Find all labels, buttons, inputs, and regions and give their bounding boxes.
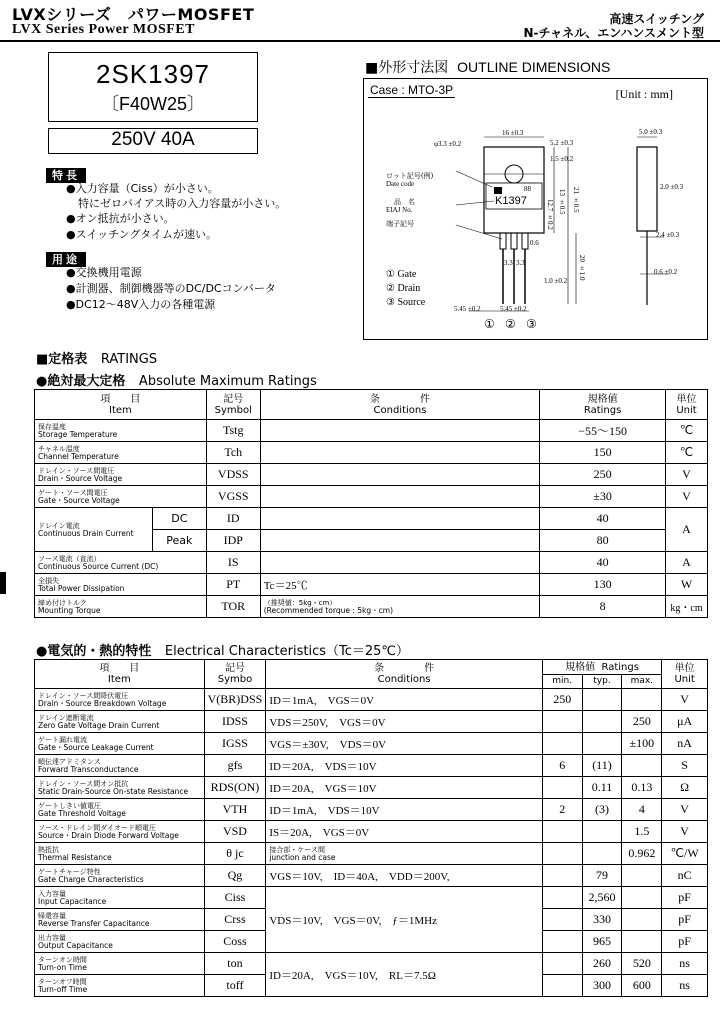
table-row — [35, 486, 708, 508]
outline-title-en: OUTLINE DIMENSIONS — [457, 59, 611, 75]
header-unit: 単位 Unit — [662, 660, 708, 689]
abs-max-header-row — [35, 390, 708, 420]
ratings-title-jp: ■定格表 — [36, 352, 88, 367]
outline-title-jp: ■外形寸法図 — [365, 60, 449, 76]
table-row — [35, 552, 708, 574]
table-row — [35, 843, 708, 865]
pin-number-1: ① — [484, 317, 495, 331]
pin-number-2: ② — [505, 317, 516, 331]
dim-lead-width: 1.0 ±0.2 — [544, 277, 568, 285]
condition-cell — [260, 552, 539, 574]
typ-cell: 0.11 — [582, 777, 622, 799]
electrical-header-row — [35, 660, 708, 675]
symbol-cell: VTH — [204, 799, 266, 821]
item-cell: ドレイン・ソース間電圧 Drain・Source Voltage — [35, 464, 207, 486]
max-cell: 520 — [622, 953, 662, 975]
value-cell: 80 — [540, 530, 666, 552]
typ-cell — [582, 733, 622, 755]
item-cell: ゲートチャージ特性 Gate Charge Characteristics — [35, 865, 205, 887]
dim-hole: φ3.3 ±0.2 — [434, 140, 462, 148]
feature-item: 特にゼロバイアス時の入力容量が小さい。 — [78, 197, 287, 210]
case-label: Case : MTO-3P — [370, 83, 454, 97]
item-cell: 保存温度 Storage Temperature — [35, 420, 207, 442]
value-cell: ±30 — [540, 486, 666, 508]
table-row — [35, 689, 708, 711]
min-cell — [542, 733, 582, 755]
symbol-cell: ID — [206, 508, 260, 530]
table-row — [35, 953, 708, 975]
dim-lead-len: 20 ±1.0 — [578, 255, 586, 281]
condition-cell: IS＝20A, VGS＝0V — [266, 821, 543, 843]
pin-symbol-label: 端子記号 — [386, 220, 414, 228]
table-row — [35, 574, 708, 596]
dim-pin-spacing-b: 5.45 ±0.2 — [500, 305, 527, 313]
dim-pitch-b: 3.3 — [516, 259, 525, 267]
header-max: max. — [622, 675, 662, 689]
condition-cell — [260, 508, 539, 530]
side-view-body — [637, 147, 657, 231]
outline-title — [365, 57, 610, 77]
min-cell — [542, 953, 582, 975]
dc-label: DC — [152, 508, 206, 530]
symbol-cell: RDS(ON) — [204, 777, 266, 799]
package-marking: K1397 — [495, 195, 527, 207]
lot-example: 88 — [524, 185, 531, 193]
page-side-mark — [0, 572, 6, 594]
dim-pitch-a: 3.3 — [504, 259, 513, 267]
lot-symbol-label: ロット記号(例) — [386, 172, 434, 180]
dim-body: 13 ±0.5 — [558, 189, 566, 215]
part-code: 〔F40W25〕 — [100, 94, 206, 114]
max-cell — [622, 689, 662, 711]
typ-cell: 2,560 — [582, 887, 622, 909]
condition-cell: ID＝1mA, VGS＝0V — [266, 689, 543, 711]
symbol-cell: VDSS — [206, 464, 260, 486]
typ-cell — [582, 821, 622, 843]
application-item: ●計測器、制御機器等のDC/DCコンバータ — [66, 282, 276, 295]
application-item: ●交換機用電源 — [66, 266, 142, 279]
unit-cell: V — [666, 486, 708, 508]
max-cell — [622, 887, 662, 909]
condition-cell: ID＝20A, VDS＝10V — [266, 755, 543, 777]
dim-lead: 0.6 — [530, 239, 539, 247]
item-cell: ソース・ドレイン間ダイオード順電圧 Source・Drain Diode Forward Voltage — [35, 821, 205, 843]
lead-2-shoulder — [511, 233, 517, 249]
typ-cell: 260 — [582, 953, 622, 975]
abs-max-table — [34, 389, 708, 618]
lead-1-shoulder — [500, 233, 506, 249]
symbol-cell: VGSS — [206, 486, 260, 508]
header-conditions: 条 件 Conditions — [260, 390, 539, 420]
dim-total: 21 ±0.5 — [572, 187, 580, 213]
pin-legend-gate: ① Gate — [386, 269, 417, 280]
eiaj-label: EIAJ No. — [386, 206, 413, 214]
dim-top: 5.2 ±0.3 — [550, 139, 574, 147]
item-cell: ターンオン時間 Turn-on Time — [35, 953, 205, 975]
max-cell — [622, 931, 662, 953]
unit-cell: V — [662, 799, 708, 821]
symbol-cell: toff — [204, 975, 266, 997]
unit-cell: ns — [662, 975, 708, 997]
max-cell — [622, 755, 662, 777]
max-cell: 1.5 — [622, 821, 662, 843]
typ-cell: 330 — [582, 909, 622, 931]
symbol-cell: V(BR)DSS — [204, 689, 266, 711]
min-cell — [542, 909, 582, 931]
dim-pin-spacing-a: 5.45 ±0.2 — [454, 305, 481, 313]
unit-cell: A — [666, 552, 708, 574]
item-cell: チャネル温度 Channel Temperature — [35, 442, 207, 464]
unit-cell: V — [662, 821, 708, 843]
peak-label: Peak — [152, 530, 206, 552]
min-cell — [542, 931, 582, 953]
part-box — [48, 52, 258, 122]
package-body — [484, 147, 544, 233]
applications-tag: 用途 — [46, 252, 86, 267]
pin-number-3: ③ — [526, 317, 537, 331]
table-row — [35, 733, 708, 755]
item-cell: ソース電流（直流） Continuous Source Current (DC) — [35, 552, 207, 574]
unit-cell: ℃/W — [662, 843, 708, 865]
pin-legend-source: ③ Source — [386, 297, 426, 308]
series-title-jp: LVXシリーズ パワーMOSFET — [12, 5, 255, 24]
item-cell: ゲートしきい値電圧 Gate Threshold Voltage — [35, 799, 205, 821]
condition-cell: Tc＝25℃ — [260, 574, 539, 596]
symbol-cell: IS — [206, 552, 260, 574]
unit-cell: V — [666, 464, 708, 486]
condition-cell: （推奨値：5kg・cm） (Recommended torque : 5kg・cm) — [260, 596, 539, 618]
item-cell: ドレイン・ソース間オン抵抗 Static Drain-Source On-state Resistance — [35, 777, 205, 799]
unit-cell: μA — [662, 711, 708, 733]
dim-lead-thick: 0.6 ±0.2 — [654, 268, 678, 276]
item-cell: 順伝達アドミタンス Forward Transconductance — [35, 755, 205, 777]
condition-cell: VGS＝±30V, VDS＝0V — [266, 733, 543, 755]
max-cell: 250 — [622, 711, 662, 733]
series-title-en: LVX Series Power MOSFET — [12, 22, 195, 37]
condition-cell: VGS＝10V, ID＝40A, VDD＝200V, — [266, 865, 543, 887]
item-cell: ドレイン遮断電流 Zero Gate Voltage Drain Current — [35, 711, 205, 733]
max-cell — [622, 909, 662, 931]
value-cell: 8 — [540, 596, 666, 618]
typ-cell: 965 — [582, 931, 622, 953]
header-ratings: 規格値 Ratings — [542, 660, 661, 675]
date-code-label: Date code — [386, 180, 415, 188]
abs-max-title-en: Absolute Maximum Ratings — [138, 374, 317, 389]
header-min: min. — [542, 675, 582, 689]
max-cell: 4 — [622, 799, 662, 821]
table-row — [35, 865, 708, 887]
min-cell: 2 — [542, 799, 582, 821]
header-typ: typ. — [582, 675, 622, 689]
item-cell: 帰還容量 Reverse Transfer Capacitance — [35, 909, 205, 931]
max-cell: ±100 — [622, 733, 662, 755]
part-name: 2SK1397 — [96, 59, 210, 89]
part-rating: 250V 40A — [48, 128, 258, 154]
typ-cell — [582, 689, 622, 711]
abs-max-title — [36, 370, 317, 389]
min-cell — [542, 821, 582, 843]
unit-cell: Ω — [662, 777, 708, 799]
header-ratings: 規格値 Ratings — [540, 390, 666, 420]
typ-cell — [582, 843, 622, 865]
dim-thickness: 5.0 ±0.3 — [639, 128, 663, 136]
max-cell: 600 — [622, 975, 662, 997]
table-row — [35, 442, 708, 464]
unit-cell: A — [666, 508, 708, 552]
symbol-cell: Tch — [206, 442, 260, 464]
min-cell — [542, 887, 582, 909]
max-cell — [622, 865, 662, 887]
outline-drawing-box — [363, 78, 708, 340]
table-row — [35, 508, 708, 530]
unit-label: [Unit : mm] — [615, 87, 673, 101]
value-cell: 40 — [540, 552, 666, 574]
symbol-cell: gfs — [204, 755, 266, 777]
header-item: 項 目 Item — [35, 390, 207, 420]
symbol-cell: Coss — [204, 931, 266, 953]
item-cell: ゲート・ソース間電圧 Gate・Source Voltage — [35, 486, 207, 508]
item-cell: 全損失 Total Power Dissipation — [35, 574, 207, 596]
max-cell: 0.13 — [622, 777, 662, 799]
condition-cell — [260, 486, 539, 508]
type-label-1: 高速スイッチング — [609, 12, 704, 26]
header-item: 項 目 Item — [35, 660, 205, 689]
dim-tab: 1.5 ±0.2 — [550, 155, 574, 163]
condition-cell: VDS＝10V, VGS＝0V, ƒ＝1MHz — [266, 887, 543, 953]
condition-cell — [260, 420, 539, 442]
min-cell — [542, 777, 582, 799]
max-cell: 0.962 — [622, 843, 662, 865]
type-label-2: N-チャネル、エンハンスメント型 — [523, 26, 704, 40]
typ-cell — [582, 711, 622, 733]
value-cell: 130 — [540, 574, 666, 596]
condition-cell: ID＝1mA, VDS＝10V — [266, 799, 543, 821]
electrical-title — [36, 640, 409, 659]
value-cell: 40 — [540, 508, 666, 530]
table-row — [35, 799, 708, 821]
min-cell — [542, 843, 582, 865]
unit-cell: S — [662, 755, 708, 777]
feature-item: ●入力容量（Ciss）が小さい。 — [66, 182, 219, 195]
table-row — [35, 777, 708, 799]
symbol-cell: θ jc — [204, 843, 266, 865]
typ-cell: (11) — [582, 755, 622, 777]
abs-max-title-jp: ●絶対最大定格 — [36, 374, 126, 389]
header-symbol: 記号 Symbol — [206, 390, 260, 420]
value-cell: −55〜150 — [540, 420, 666, 442]
header-rule — [0, 40, 720, 42]
ratings-title — [36, 348, 157, 367]
min-cell: 6 — [542, 755, 582, 777]
item-cell: 締め付けトルク Mounting Torque — [35, 596, 207, 618]
symbol-cell: IDSS — [204, 711, 266, 733]
product-name-label: 品 名 — [394, 198, 415, 206]
feature-item: ●オン抵抗が小さい。 — [66, 212, 175, 225]
symbol-cell: IGSS — [204, 733, 266, 755]
table-row — [35, 464, 708, 486]
table-row — [35, 755, 708, 777]
condition-cell — [260, 464, 539, 486]
symbol-cell: IDP — [206, 530, 260, 552]
header-unit: 単位 Unit — [666, 390, 708, 420]
item-cell: 熱抵抗 Thermal Resistance — [35, 843, 205, 865]
feature-item: ●スイッチングタイムが速い。 — [66, 228, 217, 241]
lead-3-shoulder — [522, 233, 528, 249]
min-cell: 250 — [542, 689, 582, 711]
value-cell: 250 — [540, 464, 666, 486]
condition-cell: VDS＝250V, VGS＝0V — [266, 711, 543, 733]
features-tag: 特長 — [46, 168, 86, 183]
item-cell: ドレイン電流 Continuous Drain Current — [35, 508, 153, 552]
table-row — [35, 420, 708, 442]
application-item: ●DC12〜48V入力の各種電源 — [66, 298, 216, 311]
electrical-rows — [35, 689, 708, 997]
symbol-cell: Ciss — [204, 887, 266, 909]
item-cell: 入力容量 Input Capacitance — [35, 887, 205, 909]
logo-mark — [494, 187, 502, 194]
dim-side: 2.0 ±0.3 — [660, 183, 684, 191]
min-cell — [542, 865, 582, 887]
symbol-cell: ton — [204, 953, 266, 975]
min-cell — [542, 711, 582, 733]
unit-cell: nA — [662, 733, 708, 755]
header-symbol: 記号 Symbo — [204, 660, 266, 689]
table-row — [35, 821, 708, 843]
typ-cell: (3) — [582, 799, 622, 821]
min-cell — [542, 975, 582, 997]
symbol-cell: Crss — [204, 909, 266, 931]
pin-legend-drain: ② Drain — [386, 283, 421, 294]
item-cell: 出力容量 Output Capacitance — [35, 931, 205, 953]
table-row — [35, 711, 708, 733]
typ-cell: 300 — [582, 975, 622, 997]
symbol-cell: TOR — [206, 596, 260, 618]
electrical-table — [34, 659, 708, 997]
unit-cell: ℃ — [666, 442, 708, 464]
dim-width: 16 ±0.3 — [502, 129, 524, 137]
value-cell: 150 — [540, 442, 666, 464]
unit-cell: pF — [662, 931, 708, 953]
unit-cell: V — [662, 689, 708, 711]
table-row — [35, 596, 708, 618]
condition-cell: ID＝20A, VGS＝10V — [266, 777, 543, 799]
condition-cell: ID＝20A, VGS＝10V, RL＝7.5Ω — [266, 953, 543, 997]
condition-cell: 接合部・ケース間 junction and case — [266, 843, 543, 865]
condition-cell — [260, 530, 539, 552]
item-cell: ドレイン・ソース間降伏電圧 Drain・Source Breakdown Voltage — [35, 689, 205, 711]
unit-cell: nC — [662, 865, 708, 887]
ratings-title-en: RATINGS — [100, 352, 158, 367]
item-cell: ターンオフ時間 Turn-off Time — [35, 975, 205, 997]
dim-mark: 12.7 ±0.2 — [546, 199, 554, 230]
unit-cell: pF — [662, 887, 708, 909]
table-row — [35, 887, 708, 909]
dim-lead-offset: 2.4 ±0.3 — [656, 231, 680, 239]
unit-cell: W — [666, 574, 708, 596]
electrical-title-jp: ●電気的・熱的特性 — [36, 644, 152, 659]
unit-cell: ns — [662, 953, 708, 975]
unit-cell: kg・cm — [666, 596, 708, 618]
symbol-cell: Tstg — [206, 420, 260, 442]
condition-cell — [260, 442, 539, 464]
symbol-cell: PT — [206, 574, 260, 596]
electrical-title-en: Electrical Characteristics（Tc＝25℃） — [164, 644, 410, 659]
unit-cell: ℃ — [666, 420, 708, 442]
unit-cell: pF — [662, 909, 708, 931]
symbol-cell: VSD — [204, 821, 266, 843]
header-conditions: 条 件 Conditions — [266, 660, 543, 689]
symbol-cell: Qg — [204, 865, 266, 887]
item-cell: ゲート漏れ電流 Gate・Source Leakage Current — [35, 733, 205, 755]
typ-cell: 79 — [582, 865, 622, 887]
